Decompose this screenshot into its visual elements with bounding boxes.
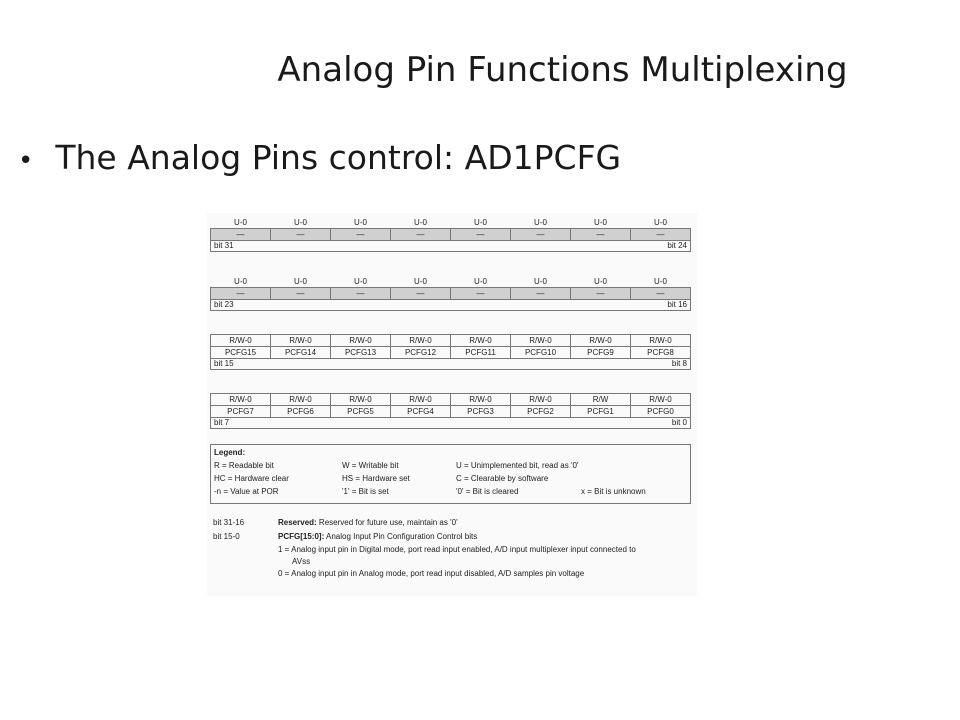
register-row-7-0 bbox=[210, 393, 691, 429]
desc-label: PCFG[15:0]: bbox=[278, 532, 325, 541]
bullet-text: The Analog Pins control: AD1PCFG bbox=[55, 138, 622, 177]
bit-name-cell: — bbox=[271, 288, 331, 300]
bit-name-cell: — bbox=[211, 229, 271, 241]
desc-line: 1 = Analog input pin in Digital mode, port read input enabled, A/D input multiplexer input connected to bbox=[278, 545, 636, 554]
desc-bit-range: bit 15-0 bbox=[213, 532, 240, 541]
bit-name-cell: — bbox=[631, 229, 691, 241]
legend-text: x = Bit is unknown bbox=[581, 487, 646, 496]
bit-range-row bbox=[210, 359, 691, 370]
access-cell: R/W-0 bbox=[271, 335, 331, 347]
bit-range-row bbox=[210, 300, 691, 311]
access-cell: R/W bbox=[571, 394, 631, 406]
desc-text bbox=[278, 532, 477, 541]
bit-name-cell: PCFG13 bbox=[331, 347, 391, 359]
access-cell: U-0 bbox=[534, 217, 547, 227]
legend-text: HS = Hardware set bbox=[342, 474, 410, 483]
legend-text: U = Unimplemented bit, read as '0' bbox=[456, 461, 579, 470]
access-cell: U-0 bbox=[354, 276, 367, 286]
access-cell: U-0 bbox=[294, 217, 307, 227]
access-cell: R/W-0 bbox=[271, 394, 331, 406]
bit-name-cell: PCFG2 bbox=[511, 406, 571, 418]
access-cell: U-0 bbox=[354, 217, 367, 227]
access-cell: R/W-0 bbox=[331, 394, 391, 406]
access-cell: U-0 bbox=[414, 217, 427, 227]
access-cell: U-0 bbox=[594, 276, 607, 286]
bit-name-cell: — bbox=[451, 288, 511, 300]
bit-high-label: bit 31 bbox=[214, 241, 234, 250]
bit-name-cell: PCFG9 bbox=[571, 347, 631, 359]
access-cell: R/W-0 bbox=[331, 335, 391, 347]
legend-text: C = Clearable by software bbox=[456, 474, 549, 483]
bit-low-label: bit 8 bbox=[671, 359, 687, 368]
bit-name-cell: PCFG1 bbox=[571, 406, 631, 418]
register-row-31-24 bbox=[210, 217, 691, 252]
bit-name-cell: PCFG15 bbox=[211, 347, 271, 359]
legend-text: '0' = Bit is cleared bbox=[456, 487, 519, 496]
bit-range-row bbox=[210, 418, 691, 429]
bit-name-cell: — bbox=[331, 229, 391, 241]
register-row-23-16 bbox=[210, 276, 691, 311]
register-figure bbox=[207, 213, 697, 596]
bit-name-cell: PCFG11 bbox=[451, 347, 511, 359]
access-cell: U-0 bbox=[594, 217, 607, 227]
legend-heading: Legend: bbox=[214, 448, 246, 457]
desc-bit-range: bit 31-16 bbox=[213, 518, 245, 527]
slide-title: Analog Pin Functions Multiplexing bbox=[277, 50, 848, 90]
bit-high-label: bit 23 bbox=[214, 300, 234, 309]
access-cell: R/W-0 bbox=[511, 335, 571, 347]
desc-body: Analog Input Pin Configuration Control bits bbox=[326, 532, 478, 541]
bit-name-cell: — bbox=[271, 229, 331, 241]
bit-name-cell: PCFG4 bbox=[391, 406, 451, 418]
bit-name-cell: — bbox=[571, 288, 631, 300]
bit-name-cell: — bbox=[511, 229, 571, 241]
bit-high-label: bit 7 bbox=[214, 418, 230, 427]
bit-name-cell: PCFG3 bbox=[451, 406, 511, 418]
legend-text: R = Readable bit bbox=[214, 461, 274, 470]
access-cell: R/W-0 bbox=[511, 394, 571, 406]
access-cell: U-0 bbox=[234, 217, 247, 227]
access-cell: R/W-0 bbox=[631, 335, 691, 347]
bit-name-cell: — bbox=[631, 288, 691, 300]
bit-name-cell: — bbox=[571, 229, 631, 241]
desc-label: Reserved: bbox=[278, 518, 317, 527]
bit-name-cell: PCFG14 bbox=[271, 347, 331, 359]
access-cell: R/W-0 bbox=[211, 394, 271, 406]
bit-name-cell: — bbox=[331, 288, 391, 300]
legend-text: -n = Value at POR bbox=[214, 487, 279, 496]
access-cell: R/W-0 bbox=[211, 335, 271, 347]
bit-name-cell: — bbox=[391, 229, 451, 241]
bit-high-label: bit 15 bbox=[214, 359, 234, 368]
bit-name-cell: PCFG7 bbox=[211, 406, 271, 418]
bit-low-label: bit 24 bbox=[667, 241, 687, 250]
legend-text: W = Writable bit bbox=[342, 461, 399, 470]
bit-name-cell: PCFG6 bbox=[271, 406, 331, 418]
access-cell: R/W-0 bbox=[451, 394, 511, 406]
desc-line: 0 = Analog input pin in Analog mode, port read input disabled, A/D samples pin voltage bbox=[278, 569, 585, 578]
bit-name-cell: — bbox=[511, 288, 571, 300]
bit-name-cell: PCFG10 bbox=[511, 347, 571, 359]
register-row-15-8 bbox=[210, 334, 691, 370]
bullet-dot-icon: • bbox=[18, 146, 34, 176]
access-cell: U-0 bbox=[234, 276, 247, 286]
access-cell: U-0 bbox=[534, 276, 547, 286]
bit-name-cell: — bbox=[391, 288, 451, 300]
desc-line: AVss bbox=[292, 557, 311, 566]
access-cell: U-0 bbox=[474, 217, 487, 227]
access-cell: U-0 bbox=[474, 276, 487, 286]
bit-low-label: bit 0 bbox=[671, 418, 687, 427]
legend-text: HC = Hardware clear bbox=[214, 474, 289, 483]
desc-text bbox=[278, 518, 458, 527]
access-cell: R/W-0 bbox=[631, 394, 691, 406]
legend-box bbox=[210, 444, 691, 504]
desc-body: Reserved for future use, maintain as '0' bbox=[318, 518, 458, 527]
access-cell: R/W-0 bbox=[391, 335, 451, 347]
bit-low-label: bit 16 bbox=[667, 300, 687, 309]
bit-name-cell: — bbox=[211, 288, 271, 300]
access-cell: U-0 bbox=[654, 217, 667, 227]
bit-name-cell: PCFG5 bbox=[331, 406, 391, 418]
access-cell: U-0 bbox=[294, 276, 307, 286]
bit-name-cell: PCFG8 bbox=[631, 347, 691, 359]
bit-name-cell: PCFG12 bbox=[391, 347, 451, 359]
bullet-item bbox=[18, 138, 621, 177]
bit-name-cell: — bbox=[451, 229, 511, 241]
access-cell: R/W-0 bbox=[451, 335, 511, 347]
access-cell: R/W-0 bbox=[391, 394, 451, 406]
bit-name-cell: PCFG0 bbox=[631, 406, 691, 418]
bit-range-row bbox=[210, 241, 691, 252]
access-cell: U-0 bbox=[654, 276, 667, 286]
legend-text: '1' = Bit is set bbox=[342, 487, 389, 496]
access-cell: R/W-0 bbox=[571, 335, 631, 347]
access-cell: U-0 bbox=[414, 276, 427, 286]
